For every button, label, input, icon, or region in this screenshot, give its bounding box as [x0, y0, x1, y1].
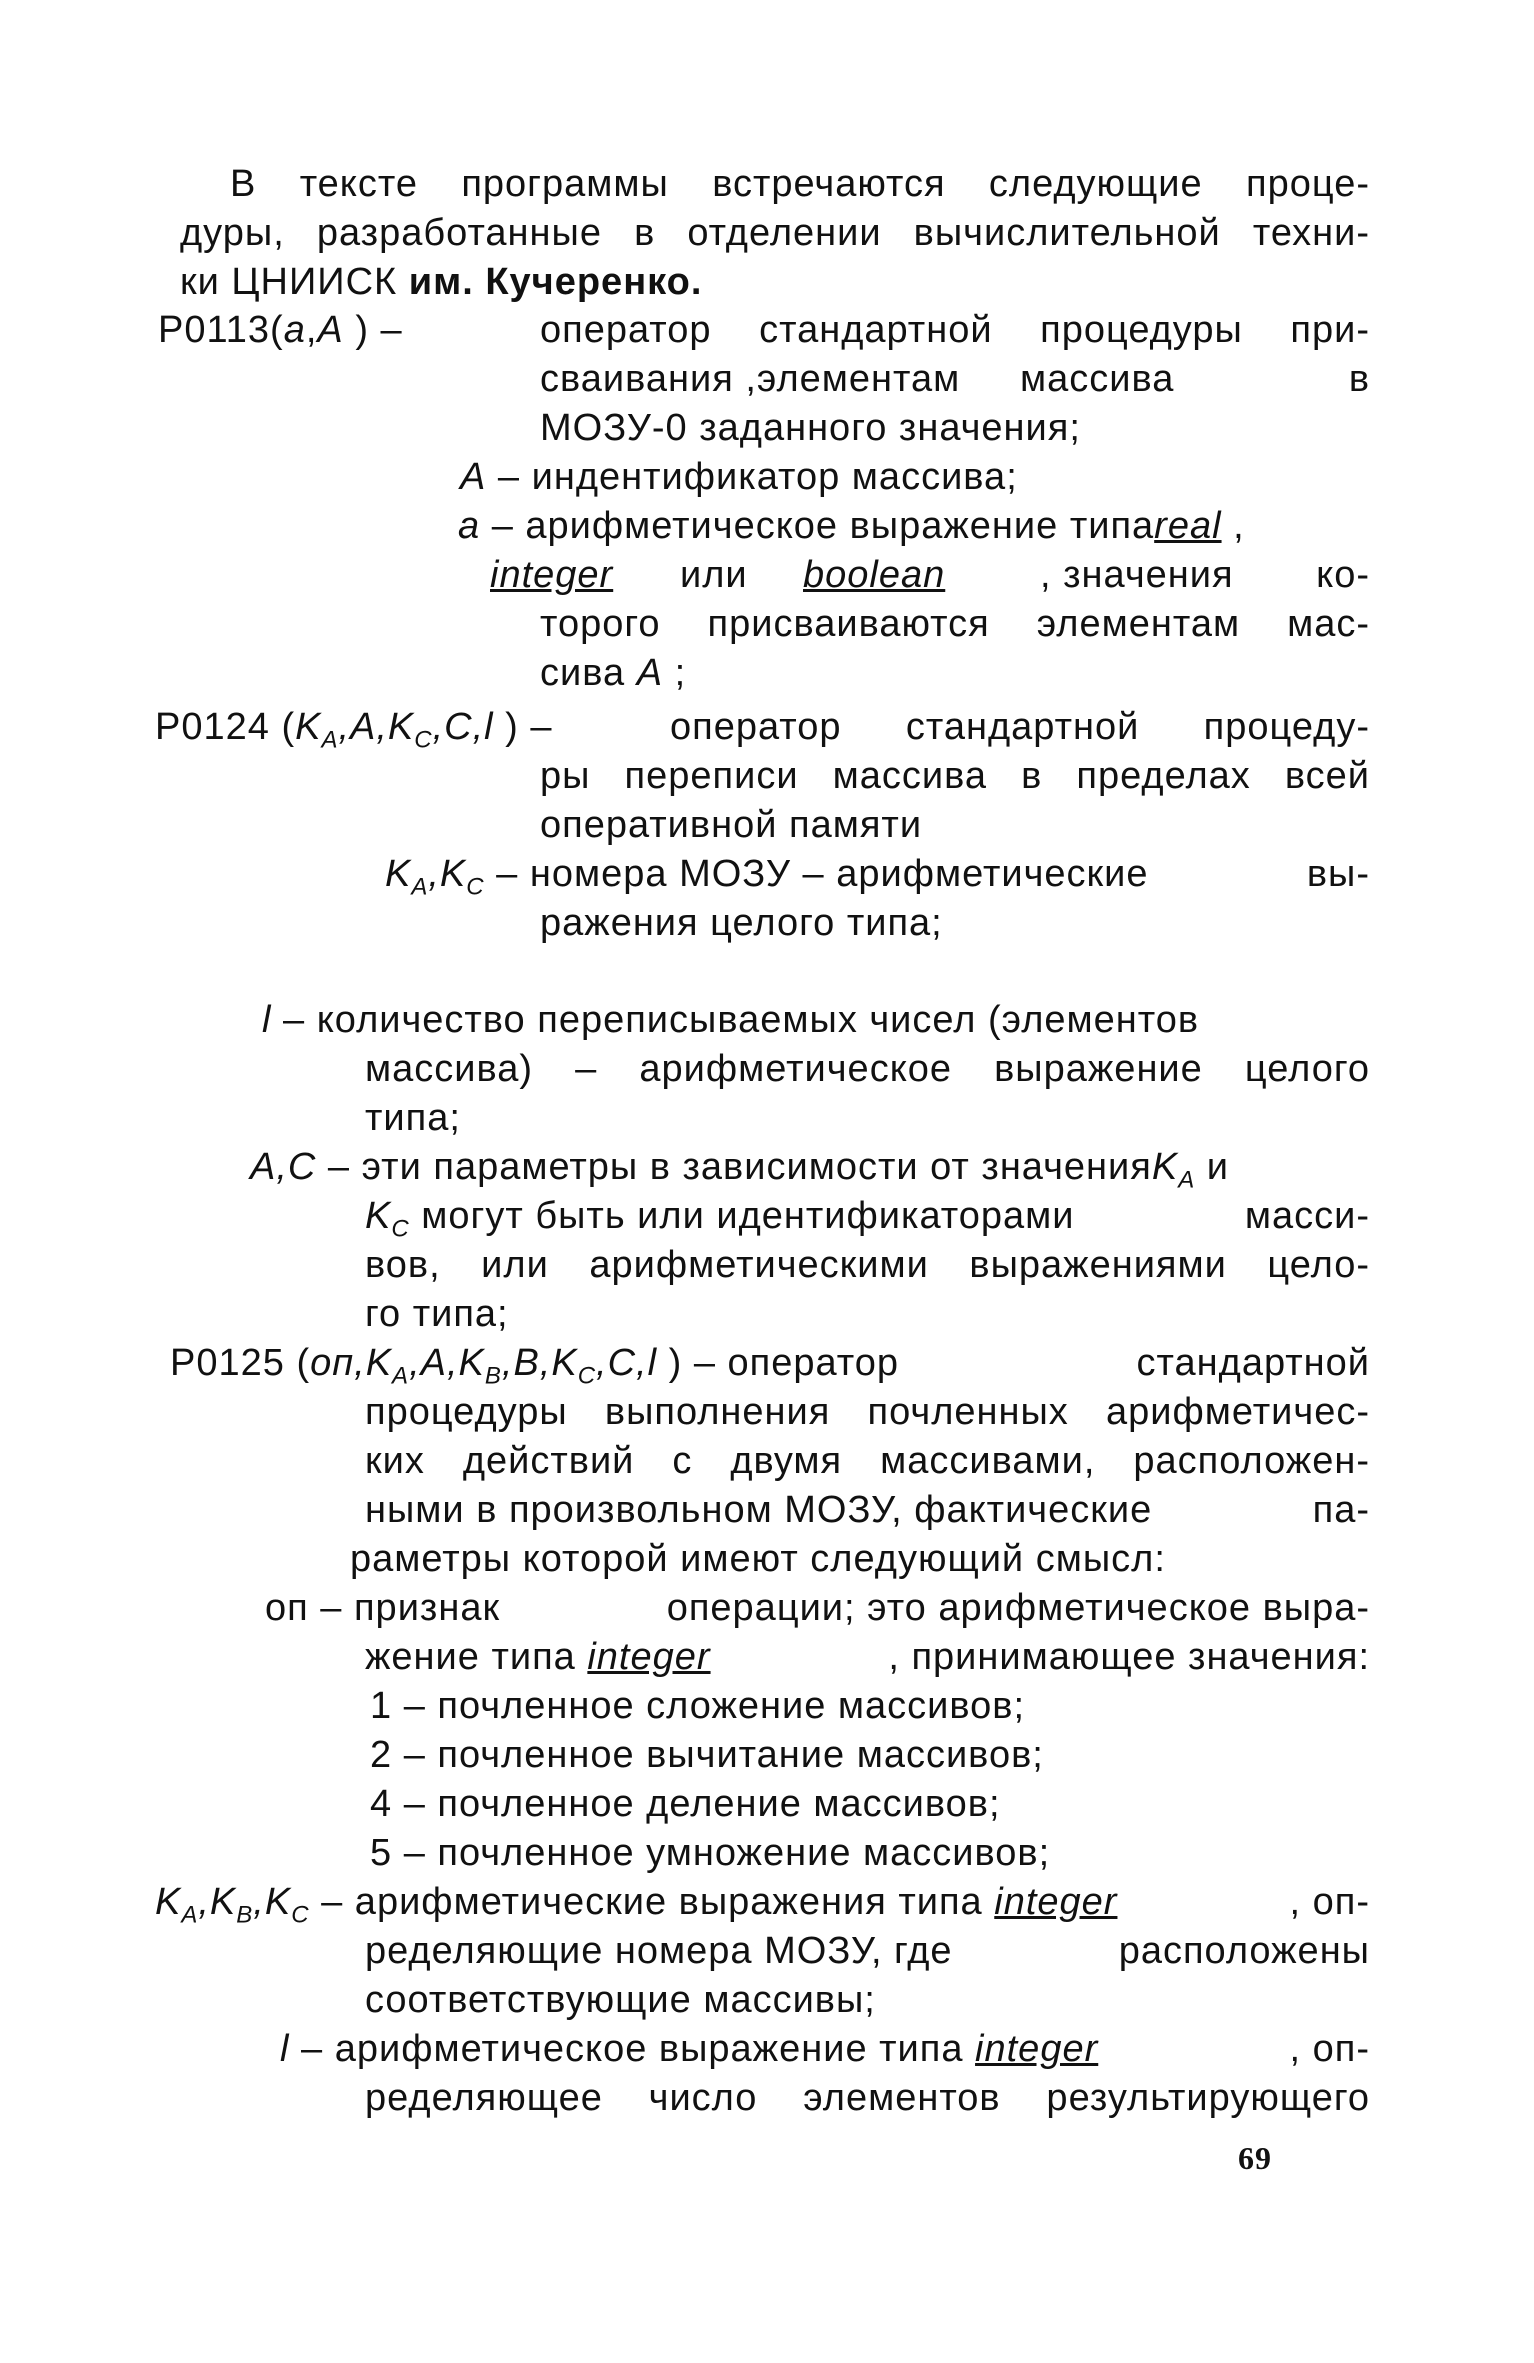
p0124-ac-text-2b: масси- [1244, 1195, 1370, 1237]
p0124-param-ac-text: эти параметры в зависимости от значения [350, 1146, 1152, 1188]
p0125-close: ) [657, 1342, 683, 1384]
intro-text: ки ЦНИИСК [180, 261, 409, 303]
p0124-param-l-symbol: l [262, 999, 272, 1041]
p0124-arg-k1-sub: A [321, 726, 339, 754]
p0125-param-l [280, 2025, 1370, 2073]
p0124-ac-k-sub: A [1178, 1166, 1196, 1194]
p0125-desc-2: процедуры выполнения почленных арифметичес- [365, 1391, 1370, 1433]
p0124-k-hyphen: вы- [1306, 853, 1370, 895]
p0124-k-text: номера МОЗУ – арифметические [518, 853, 1149, 895]
p0124-param-k-symbol [385, 853, 485, 901]
p0125-op-values: , принимающее значения: [888, 1636, 1370, 1678]
p0125-args-2: ,A,K [409, 1342, 485, 1384]
p0125-param-k-tail: , оп- [1289, 1881, 1370, 1923]
p0125-param-op-text-a: признак [342, 1587, 501, 1629]
p0125-k: K [155, 1881, 182, 1923]
p0113-param-A-dash: – [486, 456, 521, 498]
p0124-k-dash: – [484, 853, 519, 895]
p0113-values-hyphen: ко- [1316, 554, 1370, 596]
p0113-param-a-line-4 [540, 649, 686, 697]
p0113-desc-1: оператор стандартной процедуры при- [540, 309, 1370, 351]
p0113-desc-2b: массива [1020, 358, 1175, 400]
p0125-args-sub2: B [484, 1362, 502, 1390]
p0125-param-k-dash: – [309, 1881, 344, 1923]
p0124-k-sub1: A [411, 873, 429, 901]
p0125-param-l-tail: , оп- [1289, 2028, 1370, 2070]
p0124-ac-kc: K [365, 1195, 392, 1237]
p0125-args-sub3: C [577, 1362, 597, 1390]
p0113-dash: – [369, 309, 403, 351]
intro-line-3 [180, 258, 702, 306]
p0113-param-a-symbol: a [458, 505, 481, 547]
p0125-op-5: 5 – почленное умножение массивов; [370, 1832, 1051, 1874]
p0124-param-l-line-2: массива) – арифметическое выражение целого [365, 1048, 1370, 1090]
p0124-ac-k: K [1151, 1146, 1179, 1188]
p0124-ac-and: и [1195, 1146, 1229, 1188]
intro-name-bold: им. Кучеренко. [408, 261, 703, 303]
p0125-k-sub2: B [236, 1901, 254, 1929]
p0113-param-a-comma: , [1221, 505, 1245, 547]
intro-line-2: дуры, разработанные в отделении вычислительной техни- [180, 212, 1370, 254]
p0125-param-op-text-b: операции; это арифметическое выра- [666, 1587, 1370, 1629]
p0125-param-k-text: арифметические выражения типа [343, 1881, 995, 1923]
p0125-desc-3: ких действий с двумя массивами, расположен- [365, 1440, 1370, 1482]
p0113-desc-2a: сваивания ,элементам [540, 358, 961, 400]
p0125-op-type-text: жение типа [365, 1636, 588, 1678]
p0113-values: , значения [1040, 554, 1234, 596]
p0113-param-a-text: арифметическое выражение типа [513, 505, 1155, 547]
p0113-param-a-line-2 [490, 551, 1370, 599]
p0113-arg-a: a [283, 309, 306, 351]
p0125-param-k-line-2a: ределяющие номера МОЗУ, где [365, 1930, 953, 1972]
p0125-desc-1a: оператор [715, 1342, 900, 1384]
p0125-param-k-line-2 [365, 1927, 1370, 1975]
p0125-desc-4 [365, 1486, 1370, 1534]
p0125-k-sep2: ,K [253, 1881, 292, 1923]
p0124-arg-end: ,C,l [432, 706, 494, 748]
p0113-param-a-line-3: торого присваиваются элементам мас- [540, 603, 1370, 645]
p0125-desc-1b: стандартной [1136, 1342, 1370, 1384]
p0113-close: ) [343, 309, 369, 351]
p0124-param-l-line-3: типа; [365, 1097, 461, 1139]
p0124-k-sep: ,K [428, 853, 467, 895]
p0124-param-ac-dash: – [316, 1146, 351, 1188]
keyword-boolean: boolean [803, 554, 946, 596]
p0113-signature [158, 306, 403, 354]
p0124-ac-text-2: могут быть или идентификаторами [409, 1195, 1075, 1237]
p0125-op-4: 4 – почленное деление массивов; [370, 1783, 1001, 1825]
p0124-arg-k2-sub: C [414, 726, 433, 754]
p0124-param-k-line-2: ражения целого типа; [540, 902, 943, 944]
p0113-param-a-dash: – [480, 505, 514, 547]
p0125-op-2: 2 – почленное вычитание массивов; [370, 1734, 1044, 1776]
p0124-param-ac-line-4: го типа; [365, 1293, 509, 1335]
p0113-desc-2c: в [1348, 358, 1370, 400]
keyword-integer: integer [994, 1881, 1118, 1923]
p0125-args-4: ,C,l [596, 1342, 658, 1384]
intro-line-1: В тексте программы встречаются следующие проце- [230, 163, 1370, 205]
keyword-integer: integer [975, 2028, 1099, 2070]
p0125-desc-4a: ными в произвольном МОЗУ, фактические [365, 1489, 1153, 1531]
p0125-k-sub3: C [291, 1901, 310, 1929]
keyword-integer: integer [587, 1636, 711, 1678]
p0113-param-A-text: индентификатор массива; [520, 456, 1018, 498]
p0125-args [310, 1342, 658, 1390]
p0125-param-l-symbol: l [280, 2028, 290, 2070]
p0124-k-sub2: C [466, 873, 485, 901]
p0125-param-op-line-2 [365, 1633, 1370, 1681]
keyword-real: real [1154, 505, 1222, 547]
p0124-param-l-dash: – [271, 999, 306, 1041]
p0113-param-A-symbol: A [460, 456, 487, 498]
p0125-param-l-line-2: ределяющее число элементов результирующего [365, 2077, 1370, 2119]
p0124-arg-mid: ,A,K [338, 706, 415, 748]
p0125-op-1: 1 – почленное сложение массивов; [370, 1685, 1026, 1727]
page-number: 69 [1238, 2140, 1272, 2176]
p0113-param-a [458, 502, 1245, 550]
p0125-param-op-symbol: оп [265, 1587, 309, 1629]
p0124-desc-1: оператор стандартной процеду- [670, 706, 1370, 748]
p0124-name: Р0124 ( [155, 706, 296, 748]
p0124-desc-3: оперативной памяти [540, 804, 923, 846]
p0124-param-ac-line-3: вов, или арифметическими выражениями цело- [365, 1244, 1370, 1286]
p0125-param-l-dash: – [289, 2028, 324, 2070]
p0113-param-A [460, 453, 1018, 501]
p0125-k-sub1: A [181, 1901, 199, 1929]
p0125-args-sub1: A [392, 1362, 410, 1390]
p0113-desc-3: МОЗУ-0 заданного значения; [540, 407, 1081, 449]
p0125-desc-4b: па- [1312, 1489, 1370, 1531]
p0113-array-semicolon: ; [663, 652, 687, 694]
p0124-signature [155, 703, 553, 765]
p0125-dash: – [682, 1342, 716, 1384]
p0125-k-sep1: ,K [198, 1881, 237, 1923]
p0125-param-op [265, 1584, 1370, 1632]
p0124-args [295, 706, 494, 754]
p0113-desc-2 [540, 355, 1370, 403]
p0113-name: Р0113( [158, 309, 284, 351]
p0125-param-l-text: арифметическое выражение типа [323, 2028, 976, 2070]
p0113-or: или [680, 554, 748, 596]
p0125-args-3: ,B,K [501, 1342, 578, 1384]
p0124-param-ac-symbol: A,C [250, 1146, 317, 1188]
p0125-desc-5: раметры которой имеют следующий смысл: [350, 1538, 1166, 1580]
p0113-comma: , [305, 309, 318, 351]
p0125-args-1: оп,K [310, 1342, 393, 1384]
p0124-ac-kc-sub: C [391, 1215, 410, 1243]
p0124-param-l-text: количество переписываемых чисел (элементов [305, 999, 1200, 1041]
p0124-desc-2: ры переписи массива в пределах всей [540, 755, 1370, 797]
p0125-name: Р0125 ( [170, 1342, 311, 1384]
p0125-param-k-line-2b: расположены [1118, 1930, 1370, 1972]
p0124-k: K [385, 853, 412, 895]
keyword-integer: integer [490, 554, 614, 596]
p0125-param-k-line-3: соответствующие массивы; [365, 1979, 876, 2021]
p0113-array-word: сива [540, 652, 637, 694]
p0113-array-A: A [636, 652, 664, 694]
p0124-close: ) [493, 706, 519, 748]
p0124-param-l [262, 996, 1199, 1044]
p0113-arg-A: A [317, 309, 344, 351]
p0124-dash: – [518, 706, 553, 748]
p0125-param-op-dash: – [308, 1587, 343, 1629]
p0125-param-k-symbol [155, 1881, 310, 1929]
p0124-arg-k1: K [295, 706, 322, 748]
